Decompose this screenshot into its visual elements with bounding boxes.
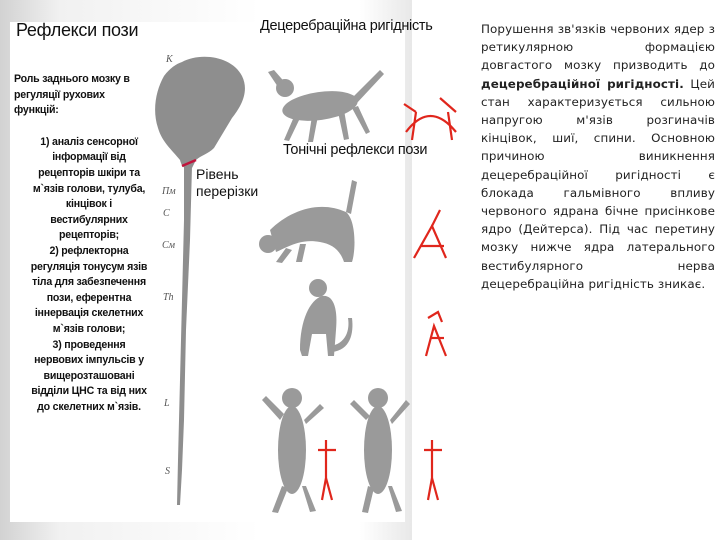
segment-label-k: К xyxy=(166,54,173,65)
role-line: до скелетних м`язів. xyxy=(37,400,141,413)
cat-tonic-3-left xyxy=(262,388,324,513)
role-title-line: Роль заднього мозку в xyxy=(14,73,130,85)
role-line: м`язів голови, тулуба, xyxy=(32,182,146,195)
reflex-diagram-3 xyxy=(426,312,446,356)
segment-label-th: Th xyxy=(163,292,174,303)
segment-label-l: L xyxy=(164,398,170,409)
role-line: вестибулярних xyxy=(50,213,128,226)
slide-body-text xyxy=(481,20,715,293)
role-line: рецепторів шкіри та xyxy=(38,166,140,179)
tonic-reflexes-heading: Тонічні рефлекси пози xyxy=(283,142,428,158)
role-line: регуляція тонусум язів xyxy=(30,260,148,273)
role-line: 1) аналіз сенсорної xyxy=(40,135,138,148)
role-line: тіла для забезпечення xyxy=(32,276,146,289)
role-line: відділи ЦНС та від них xyxy=(31,385,147,398)
cat-decerebration xyxy=(268,70,384,142)
decerebration-rigidity-term: децеребраційної ригідності. xyxy=(481,76,684,91)
segment-label-s: S xyxy=(165,466,170,477)
segment-label-cm: См xyxy=(162,240,176,251)
segment-label-c: С xyxy=(163,208,170,219)
cut-level-label-line-1: Рівень xyxy=(196,166,239,182)
paragraph-1: Порушення зв'язків червоних ядер з ретикулярною формацією довгастого мозку призводить до xyxy=(481,22,715,73)
role-line: вищерозташовані xyxy=(43,369,135,382)
role-line: рецепторів; xyxy=(59,229,119,242)
hindbrain-role-block xyxy=(14,72,164,415)
role-line: інформації від xyxy=(52,151,126,164)
cat-tonic-1 xyxy=(259,180,357,263)
role-line: кінцівок і xyxy=(65,198,113,211)
brain-shape xyxy=(155,57,245,169)
reflex-diagram-1 xyxy=(404,98,456,140)
segment-label-pm: Пм xyxy=(162,186,176,197)
cut-level-label-line-2: перерізки xyxy=(196,183,259,199)
role-line: 3) проведення xyxy=(52,338,126,351)
role-title-line: регуляції рухових xyxy=(14,88,105,101)
cat-tonic-3-right xyxy=(350,388,410,513)
role-line: нервових імпульсів у xyxy=(34,354,144,367)
decerebration-rigidity-heading: Децеребраційна ригідність xyxy=(260,18,433,34)
reflex-diagram-2 xyxy=(414,210,446,258)
figure-title: Рефлекси пози xyxy=(16,20,139,40)
role-title xyxy=(14,72,164,119)
role-line: пози, еферентна xyxy=(46,291,132,304)
cut-level-label xyxy=(196,166,258,200)
role-line: іннервація скелетних xyxy=(34,307,144,320)
paragraph-2: Цей стан характеризується сильною напругою м'язів розгиначів кінцівок, шиї, спини. Основною причиною виникнення децеребраційної ригідності є блокада гальмівного впливу червоного ядрана бічне присінкове ядро (Дейтерса). Під час перетину мозку нижче ядра латерального вестибулярного нерва децеребраційна ригідність зникає. xyxy=(481,76,715,291)
cat-tonic-2 xyxy=(300,279,352,356)
spinal-cord xyxy=(177,166,192,505)
role-title-line: функцій: xyxy=(14,104,59,117)
role-line: м`язів голови; xyxy=(52,322,126,335)
role-line: 2) рефлекторна xyxy=(49,244,129,257)
